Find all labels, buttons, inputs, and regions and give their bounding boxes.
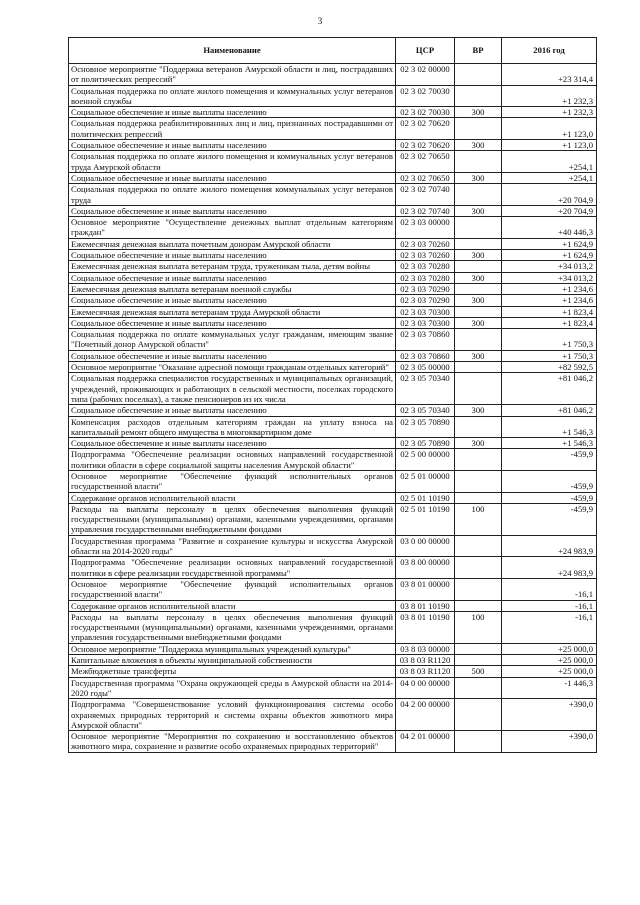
row-csr-cell: 02 3 02 70740 [396, 184, 455, 206]
row-name-cell: Государственная программа "Развитие и сохранение культуры и искусства Амурской области на 2014-2020 годы" [69, 535, 396, 557]
row-amount-cell: +390,0 [502, 731, 597, 753]
row-csr-cell: 02 3 03 70860 [396, 329, 455, 351]
row-name-cell: Социальное обеспечение и иные выплаты населению [69, 438, 396, 449]
row-amount-cell: +81 046,2 [502, 405, 597, 416]
row-vr-cell: 300 [455, 250, 502, 261]
table-row [69, 217, 597, 239]
row-amount-cell: +1 750,3 [502, 329, 597, 351]
row-name-cell: Содержание органов исполнительной власти [69, 492, 396, 503]
row-amount-cell: +20 704,9 [502, 184, 597, 206]
row-name-cell: Социальное обеспечение и иные выплаты населению [69, 205, 396, 216]
table-row [69, 151, 597, 173]
header-vr: ВР [455, 38, 502, 64]
table-row [69, 329, 597, 351]
row-vr-cell: 300 [455, 317, 502, 328]
table-row [69, 238, 597, 249]
page-number: 3 [317, 16, 323, 26]
row-name-cell: Основное мероприятие "Оказание адресной помощи гражданам отдельных категорий" [69, 362, 396, 373]
row-name-cell: Государственная программа "Охрана окружающей среды в Амурской области на 2014-2020 годы" [69, 677, 396, 699]
row-amount-cell: +390,0 [502, 699, 597, 731]
row-name-cell: Расходы на выплаты персоналу в целях обеспечения выполнения функций государственными (муниципальными) органами, казенными учреждениями, органами управления государственными внебюджетными фондами [69, 611, 396, 643]
row-csr-cell: 02 3 03 70260 [396, 238, 455, 249]
table-row [69, 250, 597, 261]
row-vr-cell [455, 699, 502, 731]
table-row [69, 557, 597, 579]
row-vr-cell [455, 85, 502, 107]
row-vr-cell [455, 643, 502, 654]
row-amount-cell: -16,1 [502, 611, 597, 643]
table-row [69, 600, 597, 611]
table-row [69, 699, 597, 731]
row-amount-cell: +25 000,0 [502, 655, 597, 666]
row-name-cell: Социальное обеспечение и иные выплаты населению [69, 405, 396, 416]
row-vr-cell: 300 [455, 172, 502, 183]
table-row [69, 107, 597, 118]
row-amount-cell: +1 624,9 [502, 250, 597, 261]
row-name-cell: Ежемесячная денежная выплата ветеранам труда, труженикам тыла, детям войны [69, 261, 396, 272]
table-row [69, 317, 597, 328]
row-name-cell: Социальная поддержка реабилитированных лиц и лиц, признанных пострадавшими от политических репрессий [69, 118, 396, 140]
row-name-cell: Подпрограмма "Обеспечение реализации основных направлений государственной политики области в сфере социальной защиты населения Амурской области" [69, 449, 396, 471]
row-csr-cell: 02 3 02 70620 [396, 118, 455, 140]
row-amount-cell: -459,9 [502, 449, 597, 471]
row-amount-cell: +254,1 [502, 172, 597, 183]
row-amount-cell: +1 234,6 [502, 295, 597, 306]
table-row [69, 295, 597, 306]
row-csr-cell: 02 3 05 00000 [396, 362, 455, 373]
table-row [69, 261, 597, 272]
row-amount-cell: -16,1 [502, 578, 597, 600]
row-vr-cell [455, 261, 502, 272]
row-name-cell: Социальное обеспечение и иные выплаты населению [69, 317, 396, 328]
row-vr-cell [455, 731, 502, 753]
row-csr-cell: 02 3 05 70340 [396, 405, 455, 416]
row-amount-cell: +24 983,9 [502, 557, 597, 579]
budget-table [68, 37, 597, 753]
table-row [69, 470, 597, 492]
row-amount-cell: +1 123,0 [502, 140, 597, 151]
row-amount-cell: +20 704,9 [502, 205, 597, 216]
row-amount-cell: +1 624,9 [502, 238, 597, 249]
row-amount-cell: +23 314,4 [502, 64, 597, 86]
table-row [69, 643, 597, 654]
table-row [69, 140, 597, 151]
table-row [69, 449, 597, 471]
row-csr-cell: 02 3 05 70340 [396, 373, 455, 405]
row-name-cell: Социальная поддержка по оплате коммунальных услуг гражданам, имеющим звание "Почетный донор Амурской области" [69, 329, 396, 351]
table-row [69, 205, 597, 216]
row-name-cell: Социальное обеспечение и иные выплаты населению [69, 295, 396, 306]
row-csr-cell: 02 3 03 70260 [396, 250, 455, 261]
row-name-cell: Основное мероприятие "Осуществление денежных выплат отдельным категориям граждан" [69, 217, 396, 239]
row-csr-cell: 03 8 01 10190 [396, 611, 455, 643]
header-year: 2016 год [502, 38, 597, 64]
row-vr-cell [455, 329, 502, 351]
row-vr-cell [455, 677, 502, 699]
row-vr-cell [455, 557, 502, 579]
row-amount-cell: +24 983,9 [502, 535, 597, 557]
row-csr-cell: 02 3 03 70300 [396, 306, 455, 317]
table-row [69, 64, 597, 86]
row-csr-cell: 02 3 03 70290 [396, 283, 455, 294]
row-csr-cell: 02 3 03 70280 [396, 272, 455, 283]
row-name-cell: Межбюджетные трансферты [69, 666, 396, 677]
row-vr-cell [455, 217, 502, 239]
row-csr-cell: 02 3 02 70030 [396, 107, 455, 118]
row-name-cell: Социальное обеспечение и иные выплаты населению [69, 272, 396, 283]
table-row [69, 85, 597, 107]
row-amount-cell: +1 823,4 [502, 317, 597, 328]
row-amount-cell: +254,1 [502, 151, 597, 173]
row-csr-cell: 02 3 02 00000 [396, 64, 455, 86]
row-amount-cell: +1 546,3 [502, 438, 597, 449]
row-csr-cell: 02 3 02 70650 [396, 172, 455, 183]
row-name-cell: Социальная поддержка по оплате жилого помещения коммунальных услуг ветеранов труда [69, 184, 396, 206]
row-vr-cell: 300 [455, 295, 502, 306]
row-vr-cell: 300 [455, 350, 502, 361]
row-amount-cell: -16,1 [502, 600, 597, 611]
row-csr-cell: 03 8 03 R1120 [396, 666, 455, 677]
row-csr-cell: 04 2 01 00000 [396, 731, 455, 753]
table-row [69, 272, 597, 283]
row-amount-cell: +34 013,2 [502, 272, 597, 283]
table-row [69, 677, 597, 699]
row-name-cell: Расходы на выплаты персоналу в целях обеспечения выполнения функций государственными (муниципальными) органами, казенными учреждениями, органами управления государственными внебюджетными фондами [69, 503, 396, 535]
row-csr-cell: 02 3 02 70030 [396, 85, 455, 107]
row-name-cell: Социальное обеспечение и иные выплаты населению [69, 172, 396, 183]
row-amount-cell: +40 446,3 [502, 217, 597, 239]
table-row [69, 438, 597, 449]
row-csr-cell: 02 3 03 70290 [396, 295, 455, 306]
row-name-cell: Ежемесячная денежная выплата ветеранам труда Амурской области [69, 306, 396, 317]
row-amount-cell: +25 000,0 [502, 666, 597, 677]
row-vr-cell [455, 449, 502, 471]
row-csr-cell: 03 8 03 R1120 [396, 655, 455, 666]
table-row [69, 492, 597, 503]
table-row [69, 655, 597, 666]
row-vr-cell [455, 238, 502, 249]
row-vr-cell [455, 535, 502, 557]
row-csr-cell: 02 5 01 10190 [396, 503, 455, 535]
header-csr: ЦСР [396, 38, 455, 64]
row-name-cell: Социальная поддержка по оплате жилого помещения и коммунальных услуг ветеранов труда Амурской области [69, 151, 396, 173]
row-vr-cell: 500 [455, 666, 502, 677]
row-csr-cell: 02 3 03 70280 [396, 261, 455, 272]
row-vr-cell [455, 492, 502, 503]
row-amount-cell: +1 750,3 [502, 350, 597, 361]
row-amount-cell: +1 123,0 [502, 118, 597, 140]
row-csr-cell: 02 3 03 70860 [396, 350, 455, 361]
table-row [69, 172, 597, 183]
row-name-cell: Капитальные вложения в объекты муниципальной собственности [69, 655, 396, 666]
row-csr-cell: 02 5 00 00000 [396, 449, 455, 471]
row-csr-cell: 02 3 05 70890 [396, 416, 455, 438]
row-name-cell: Социальное обеспечение и иные выплаты населению [69, 350, 396, 361]
table-row [69, 611, 597, 643]
table-row [69, 405, 597, 416]
row-csr-cell: 02 3 02 70620 [396, 140, 455, 151]
header-name: Наименование [69, 38, 396, 64]
row-amount-cell: +1 546,3 [502, 416, 597, 438]
row-vr-cell [455, 600, 502, 611]
row-amount-cell: +25 000,0 [502, 643, 597, 654]
row-vr-cell: 300 [455, 107, 502, 118]
row-amount-cell: +81 046,2 [502, 373, 597, 405]
row-csr-cell: 04 2 00 00000 [396, 699, 455, 731]
row-csr-cell: 02 5 01 00000 [396, 470, 455, 492]
table-row [69, 503, 597, 535]
row-csr-cell: 03 8 03 00000 [396, 643, 455, 654]
table-row [69, 578, 597, 600]
table-row [69, 184, 597, 206]
row-vr-cell [455, 64, 502, 86]
row-vr-cell [455, 416, 502, 438]
row-vr-cell [455, 283, 502, 294]
row-vr-cell [455, 373, 502, 405]
row-csr-cell: 03 8 00 00000 [396, 557, 455, 579]
row-name-cell: Социальная поддержка по оплате жилого помещения и коммунальных услуг ветеранов военной службы [69, 85, 396, 107]
row-vr-cell: 300 [455, 405, 502, 416]
row-csr-cell: 04 0 00 00000 [396, 677, 455, 699]
table-row [69, 118, 597, 140]
table-row [69, 350, 597, 361]
table-row [69, 306, 597, 317]
row-name-cell: Ежемесячная денежная выплата ветеранам военной службы [69, 283, 396, 294]
row-vr-cell [455, 578, 502, 600]
row-name-cell: Основное мероприятие "Обеспечение функций исполнительных органов государственной власти" [69, 578, 396, 600]
row-amount-cell: +1 823,4 [502, 306, 597, 317]
row-csr-cell: 02 5 01 10190 [396, 492, 455, 503]
row-name-cell: Основное мероприятие "Поддержка муниципальных учреждений культуры" [69, 643, 396, 654]
row-name-cell: Подпрограмма "Совершенствование условий функционирования системы особо охраняемых природных территорий и системы охраны объектов животного мира Амурской области" [69, 699, 396, 731]
row-name-cell: Социальное обеспечение и иные выплаты населению [69, 140, 396, 151]
row-csr-cell: 02 3 03 70300 [396, 317, 455, 328]
row-vr-cell [455, 151, 502, 173]
row-vr-cell [455, 184, 502, 206]
row-vr-cell [455, 655, 502, 666]
row-vr-cell [455, 306, 502, 317]
row-amount-cell: -1 446,3 [502, 677, 597, 699]
row-name-cell: Подпрограмма "Обеспечение реализации основных направлений государственной политики в сфере реализации государственной программы" [69, 557, 396, 579]
row-amount-cell: -459,9 [502, 503, 597, 535]
row-vr-cell: 300 [455, 438, 502, 449]
row-name-cell: Ежемесячная денежная выплата почетным донорам Амурской области [69, 238, 396, 249]
row-vr-cell: 100 [455, 611, 502, 643]
row-name-cell: Основное мероприятие "Поддержка ветеранов Амурской области и лиц, пострадавших от политических репрессий" [69, 64, 396, 86]
table-row [69, 283, 597, 294]
table-row [69, 535, 597, 557]
table-row [69, 731, 597, 753]
row-name-cell: Социальное обеспечение и иные выплаты населению [69, 107, 396, 118]
table-row [69, 373, 597, 405]
row-vr-cell [455, 118, 502, 140]
row-amount-cell: +1 232,3 [502, 85, 597, 107]
table-row [69, 666, 597, 677]
row-name-cell: Компенсация расходов отдельным категориям граждан на уплату взноса на капитальный ремонт общего имущества в многоквартирном доме [69, 416, 396, 438]
row-amount-cell: -459,9 [502, 492, 597, 503]
row-csr-cell: 03 0 00 00000 [396, 535, 455, 557]
table-row [69, 362, 597, 373]
row-amount-cell: +34 013,2 [502, 261, 597, 272]
row-csr-cell: 02 3 02 70650 [396, 151, 455, 173]
row-name-cell: Основное мероприятие "Мероприятия по сохранению и восстановлению объектов животного мира, сохранение и развитие особо охраняемых природных территорий" [69, 731, 396, 753]
row-csr-cell: 02 3 03 00000 [396, 217, 455, 239]
row-csr-cell: 03 8 01 00000 [396, 578, 455, 600]
row-vr-cell: 100 [455, 503, 502, 535]
row-vr-cell [455, 470, 502, 492]
row-csr-cell: 02 3 02 70740 [396, 205, 455, 216]
row-vr-cell: 300 [455, 205, 502, 216]
table-row [69, 416, 597, 438]
row-amount-cell: +1 232,3 [502, 107, 597, 118]
row-amount-cell: +82 592,5 [502, 362, 597, 373]
row-vr-cell: 300 [455, 272, 502, 283]
row-name-cell: Социальное обеспечение и иные выплаты населению [69, 250, 396, 261]
table-header-row [69, 38, 597, 64]
row-name-cell: Основное мероприятие "Обеспечение функций исполнительных органов государственной власти" [69, 470, 396, 492]
row-vr-cell: 300 [455, 140, 502, 151]
row-amount-cell: -459,9 [502, 470, 597, 492]
row-amount-cell: +1 234,6 [502, 283, 597, 294]
row-name-cell: Социальная поддержка специалистов государственных и муниципальных организаций, учреждений, проживающих и работающих в сельской местности, поселках городского типа (рабочих поселках), а также пенсионеров из их числа [69, 373, 396, 405]
row-name-cell: Содержание органов исполнительной власти [69, 600, 396, 611]
row-csr-cell: 03 8 01 10190 [396, 600, 455, 611]
row-csr-cell: 02 3 05 70890 [396, 438, 455, 449]
row-vr-cell [455, 362, 502, 373]
